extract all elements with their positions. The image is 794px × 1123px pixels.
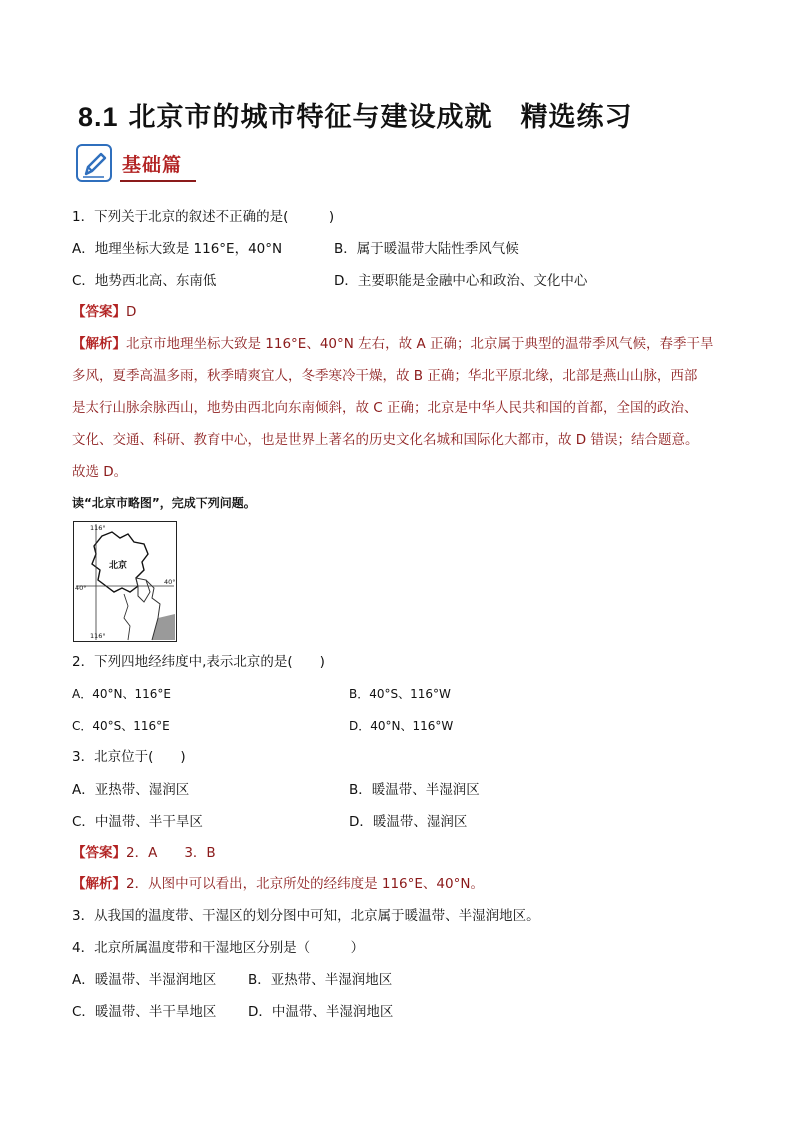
analysis-line: 2．从图中可以看出，北京所处的经纬度是 116°E、40°N。 — [126, 876, 484, 892]
lat-right-label: 40° — [164, 578, 176, 586]
analysis-line: 北京市地理坐标大致是 116°E、40°N 左右，故 A 正确；北京属于典型的温带季风气候，春季干旱 — [126, 336, 714, 352]
q1-analysis — [72, 328, 724, 488]
analysis-line: 多风，夏季高温多雨，秋季晴爽宜人，冬季寒冷干燥，故 B 正确；华北平原北缘，北部是燕山山脉，西部 — [72, 368, 698, 384]
title-main: 北京市的城市特征与建设成就 — [128, 102, 493, 133]
city-label: 北京 — [109, 561, 128, 571]
analysis-line: 故选 D。 — [72, 464, 128, 480]
q2-stem: 2．下列四地经纬度中,表示北京的是( ) — [72, 654, 325, 670]
q1-option-a: A．地理坐标大致是 116°E，40°N — [72, 241, 283, 257]
q3-option-d: D．暖温带、湿润区 — [349, 814, 468, 830]
analysis-line: 文化、交通、科研、教育中心，也是世界上著名的历史文化名城和国际化大都市，故 D 错误；结合题意。 — [72, 432, 699, 448]
lon-bottom-label: 116° — [90, 632, 106, 640]
analysis-tag: 【解析】 — [72, 876, 126, 892]
q4-option-a: A．暖温带、半湿润地区 — [72, 972, 217, 988]
q1-option-c: C．地势西北高、东南低 — [72, 273, 217, 289]
answer-tag: 【答案】 — [72, 845, 126, 861]
page-title — [78, 95, 738, 134]
answer-value: D — [126, 304, 137, 320]
q4-option-d: D．中温带、半湿润地区 — [248, 1004, 394, 1020]
answer-tag: 【答案】 — [72, 304, 126, 320]
section-header — [76, 144, 206, 186]
q3-option-b: B．暖温带、半湿润区 — [349, 782, 480, 798]
analysis-line: 是太行山脉余脉西山，地势由西北向东南倾斜，故 C 正确；北京是中华人民共和国的首都，全国的政治、 — [72, 400, 698, 416]
q2-option-a: A．40°N、116°E — [72, 687, 171, 701]
q1-option-d: D．主要职能是金融中心和政治、文化中心 — [334, 273, 588, 289]
lat-left-label: 40° — [75, 584, 87, 592]
q3-stem: 3．北京位于( ) — [72, 749, 186, 765]
section-label: 基础篇 — [122, 154, 183, 176]
lon-top-label: 116° — [90, 524, 106, 532]
q1-stem: 1．下列关于北京的叙述不正确的是( ) — [72, 209, 335, 225]
q23-analysis — [72, 874, 484, 894]
q4-option-c: C．暖温带、半干旱地区 — [72, 1004, 217, 1020]
beijing-map — [73, 521, 177, 642]
q4-option-b: B．亚热带、半湿润地区 — [248, 972, 393, 988]
pencil-icon — [76, 144, 112, 182]
group-intro: 读“北京市略图”，完成下列问题。 — [72, 496, 256, 510]
analysis-tag: 【解析】 — [72, 336, 126, 352]
title-number: 8.1 — [78, 102, 119, 132]
q23-answer — [72, 843, 216, 863]
section-underline — [120, 180, 196, 182]
q2-option-c: C．40°S、116°E — [72, 719, 170, 733]
answer-value: 2．A 3．B — [126, 845, 216, 861]
beijing-map-drawing — [74, 522, 176, 641]
title-subtitle: 精选练习 — [520, 102, 633, 133]
q4-stem: 4．北京所属温度带和干湿地区分别是（ ） — [72, 940, 365, 956]
q2-option-b: B．40°S、116°W — [349, 687, 451, 701]
q1-answer — [72, 302, 136, 322]
q3-option-a: A．亚热带、湿润区 — [72, 782, 190, 798]
q3-option-c: C．中温带、半干旱区 — [72, 814, 203, 830]
q1-option-b: B．属于暖温带大陆性季风气候 — [334, 241, 519, 257]
q2-option-d: D．40°N、116°W — [349, 719, 454, 733]
q23-analysis-line2: 3．从我国的温度带、干湿区的划分图中可知，北京属于暖温带、半湿润地区。 — [72, 908, 540, 924]
